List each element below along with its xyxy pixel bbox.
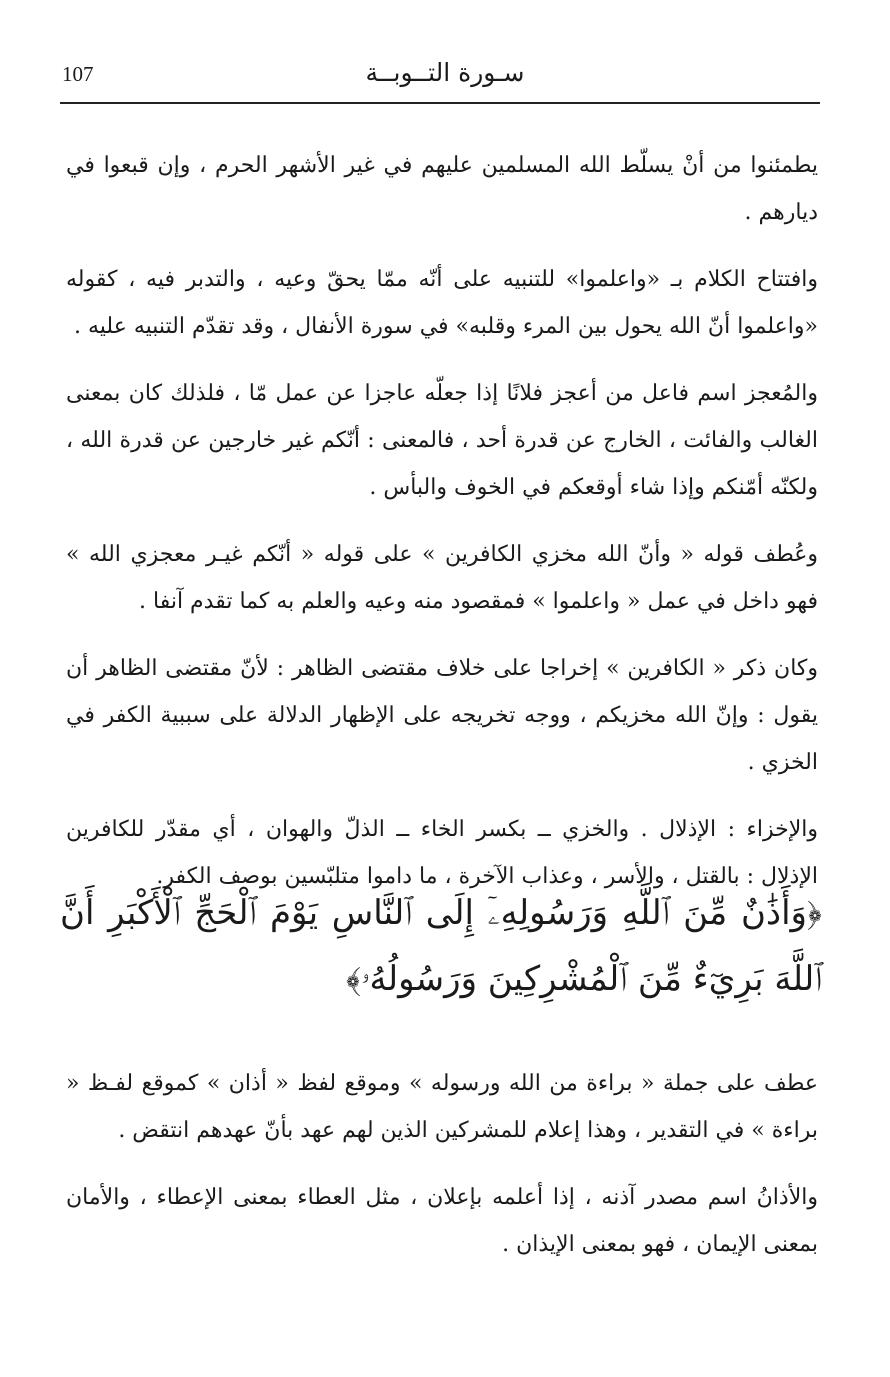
paragraph: عطف على جملة « براءة من الله ورسوله » وموقع لفظ « أذان » كموقع لفـظ « براءة » في التقدير ، وهذا إعلام للمشركين الذين لهم عهد بأنّ عهدهم انتقض .	[66, 1071, 818, 1143]
running-header-title: سـورة التــوبــة	[365, 58, 525, 87]
page-number: 107	[62, 62, 94, 86]
quran-verse-block	[60, 880, 822, 1012]
paragraph: والمُعجز اسم فاعل من أعجز فلانًا إذا جعلّه عاجزا عن عمل مّا ، فلذلك كان بمعنى الغالب والفائت ، الخارج عن قدرة أحد ، فالمعنى : أنّكم غير خارجين عن قدرة الله ، ولكنّه أمّنكم وإذا شاء أوقعكم في الخوف والبأس .	[66, 381, 818, 500]
verse-commentary	[66, 1060, 818, 1288]
paragraph: وعُطف قوله « وأنّ الله مخزي الكافرين » على قوله « أنّكم غيـر معجزي الله » فهو داخل في عمل « واعلموا » فمقصود منه وعيه والعلم به كما تقدم آنفا .	[66, 542, 818, 614]
paragraph: والأذانُ اسم مصدر آذنه ، إذا أعلمه بإعلان ، مثل العطاء بمعنى الإعطاء ، والأمان بمعنى الإيمان ، فهو بمعنى الإيذان .	[66, 1185, 818, 1257]
paragraph: والإخزاء : الإذلال . والخزي ــ بكسر الخاء ــ الذلّ والهوان ، أي مقدّر للكافرين الإذلال : بالقتل ، والأسر ، وعذاب الآخرة ، ما داموا متلبّسين بوصف الكفر.	[66, 817, 818, 889]
header-divider	[60, 102, 820, 104]
paragraph: وكان ذكر « الكافرين » إخراجا على خلاف مقتضى الظاهر : لأنّ مقتضى الظاهر أن يقول : وإنّ الله مخزيكم ، ووجه تخريجه على الإظهار الدلالة على سببية الكفر في الخزي .	[66, 656, 818, 775]
commentary-text	[66, 142, 818, 920]
paragraph: وافتتاح الكلام بـ «واعلموا» للتنبيه على أنّه ممّا يحقّ وعيه ، والتدبر فيه ، كقوله «واعلموا أنّ الله يحول بين المرء وقلبه» في سورة الأنفال ، وقد تقدّم التنبيه عليه .	[66, 267, 818, 339]
paragraph: يطمئنوا من أنْ يسلّط الله المسلمين عليهم في غير الأشهر الحرم ، وإن قبعوا في ديارهم .	[66, 153, 818, 225]
quran-verse: ﴿وَأَذَٰنٌ مِّنَ ٱللَّهِ وَرَسُولِهِۦٓ إِلَى ٱلنَّاسِ يَوْمَ ٱلْحَجِّ ٱلْأَكْبَرِ أَنَّ ٱللَّهَ بَرِيٓءٌ مِّنَ ٱلْمُشْرِكِينَ وَرَسُولُهُۥ﴾	[60, 893, 822, 999]
